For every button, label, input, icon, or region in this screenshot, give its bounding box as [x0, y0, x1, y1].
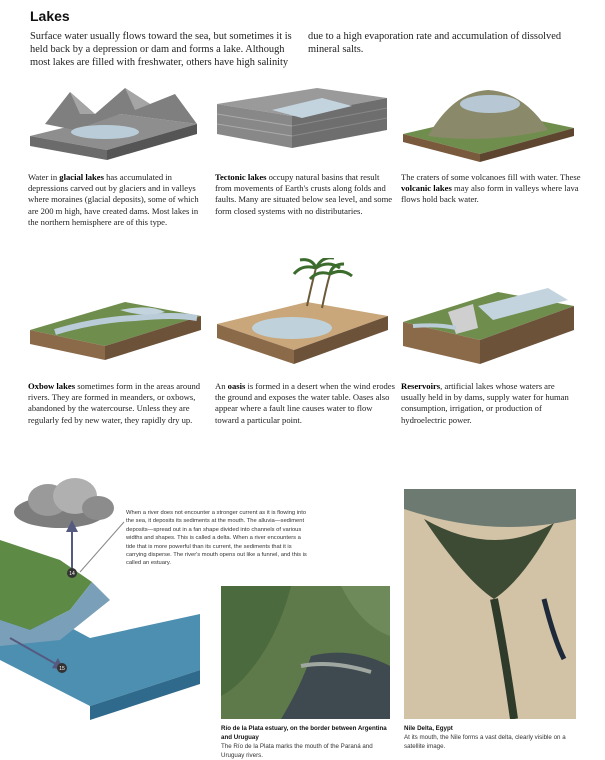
- rio-de-la-plata-caption: Río de la Plata estuary, on the border between Argentina and Uruguay The Río de la Plata marks the mouth of the Paraná and Uruguay rivers.: [221, 725, 387, 759]
- page-title: Lakes: [30, 8, 70, 24]
- svg-text:15: 15: [59, 666, 65, 672]
- glacial-lakes-caption: Water in glacial lakes has accumulated in depressions carved out by glaciers and in valleys where moraines (glacial deposits), some of which are 200 m high, have created dams. Most lakes in the northern hemisphere are of this type.: [28, 172, 199, 227]
- tectonic-lakes-caption: Tectonic lakes occupy natural basins that result from movements of Earth's crusts along folds and faults. Many are situated below sea level, and some form closed systems with no distributaries.: [215, 172, 393, 216]
- cloud-icon: [14, 478, 114, 528]
- glacial-lake-illustration: [25, 84, 205, 164]
- oxbow-lake-illustration: [25, 290, 205, 370]
- nile-delta-caption: Nile Delta, Egypt At its mouth, the Nile forms a vast delta, clearly visible on a satellite image.: [404, 725, 566, 750]
- tectonic-lake-illustration: [212, 84, 392, 154]
- rio-de-la-plata-photo: [221, 586, 390, 719]
- oxbow-lakes-caption: Oxbow lakes sometimes form in the areas around rivers. They are formed in meanders, or oxbows, abandoned by the watercourse. Unless they are regularly fed by new water, they rapidly dry up.: [28, 381, 201, 425]
- oasis-illustration: [212, 258, 392, 370]
- volcanic-lake-illustration: [398, 84, 578, 164]
- intro-text-col1: Surface water usually flows toward the sea, but sometimes it is held back by a depression or dam and forms a lake. Although most lakes are filled with freshwater, others have high salinity: [30, 31, 292, 69]
- reservoir-illustration: [398, 276, 578, 372]
- oasis-caption: An oasis is formed in a desert when the wind erodes the ground and exposes the water table. Oases also appear where a fault line causes water to flow toward a particular point.: [215, 381, 395, 425]
- nile-delta-photo: [404, 489, 576, 719]
- delta-estuary-note: When a river does not encounter a stronger current as it is flowing into the sea, it deposits its sediments at the mouth. The alluvia—sediment deposits—spread out in a fan shape divided into channels of various widths and shapes. This is called a delta. When a river encounters a tide that is more powerful than its current, the sediments that it is carrying disperse. The river's mouth opens out like a funnel, and this is called an estuary.: [126, 510, 307, 567]
- intro-text-col2: due to a high evaporation rate and accumulation of dissolved mineral salts.: [308, 31, 562, 56]
- svg-text:14: 14: [69, 571, 75, 577]
- reservoirs-caption: Reservoirs, artificial lakes whose waters are usually held in by dams, supply water for human consumption, irrigation, or production of hydroelectric power.: [401, 381, 569, 425]
- volcanic-lakes-caption: The craters of some volcanoes fill with water. These volcanic lakes may also form in valleys where lava flows hold back water.: [401, 172, 581, 205]
